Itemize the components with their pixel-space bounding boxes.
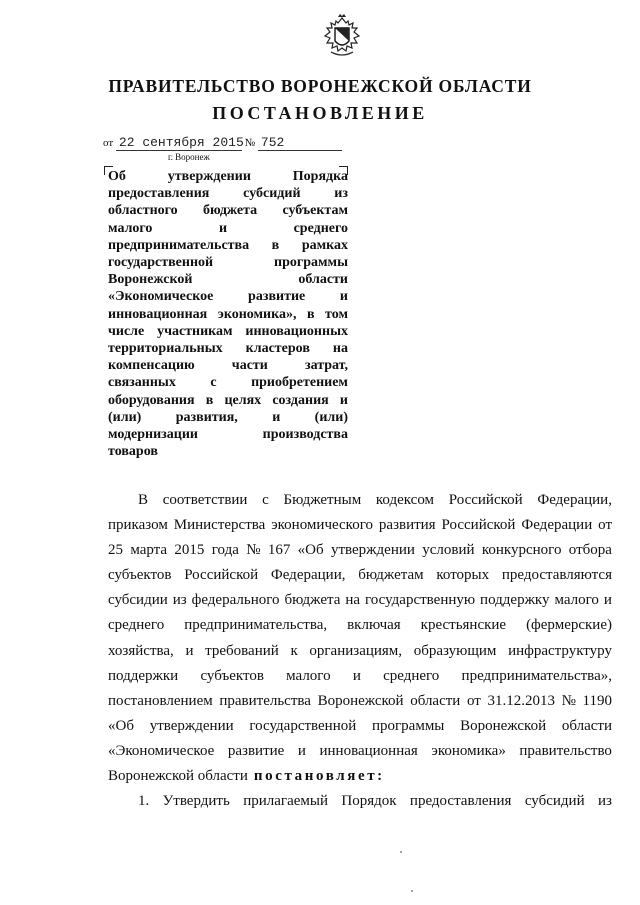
- word: утверждении: [149, 717, 234, 734]
- word: бюджета: [284, 592, 341, 609]
- word: развитие: [248, 289, 306, 305]
- word: инновационных: [245, 323, 348, 339]
- word: инновационная: [319, 742, 418, 759]
- word: Российской: [448, 492, 523, 508]
- word: №: [246, 542, 261, 559]
- word: на: [345, 592, 361, 609]
- word: целях: [224, 392, 262, 408]
- word: производства: [262, 427, 348, 443]
- word: от: [598, 517, 612, 534]
- word: образующим: [413, 642, 497, 659]
- word: области: [298, 272, 348, 288]
- word: экономика»,: [217, 306, 297, 322]
- word: Министерства: [173, 517, 266, 534]
- word: государственной: [249, 717, 357, 734]
- preamble-line: [108, 488, 612, 513]
- preamble-line: [108, 664, 612, 689]
- word: №: [561, 692, 576, 709]
- word: марта: [130, 542, 168, 559]
- word: бюджетам: [358, 567, 424, 584]
- word: государственную: [365, 592, 476, 609]
- word: Воронежской: [108, 272, 193, 288]
- word: малого: [108, 220, 153, 236]
- word: «Экономическое: [108, 742, 215, 759]
- word: года: [211, 542, 239, 559]
- word: Воронежской: [317, 692, 404, 709]
- word: затрат,: [304, 358, 348, 374]
- word: 1.: [138, 793, 150, 810]
- word: утверждении: [167, 169, 251, 184]
- title-line: [108, 168, 348, 185]
- title-line: [108, 306, 348, 323]
- word: модернизации: [108, 427, 198, 443]
- government-name: ПРАВИТЕЛЬСТВО ВОРОНЕЖСКОЙ ОБЛАСТИ: [108, 76, 532, 96]
- word: участникам: [157, 323, 233, 339]
- word: предпринимательства»,: [461, 667, 612, 684]
- word: программы: [371, 717, 445, 734]
- word: прилагаемый: [243, 793, 328, 810]
- word: Бюджетным: [283, 492, 362, 508]
- word: 25: [108, 542, 123, 559]
- preamble-lines: [108, 488, 612, 764]
- word: среднего: [293, 220, 348, 236]
- word: 31.12.2013: [487, 692, 555, 709]
- word: (фермерские): [526, 617, 612, 634]
- word: Воронежской: [460, 717, 547, 734]
- word: предпринимательства: [108, 237, 250, 253]
- preamble-line: [108, 513, 612, 538]
- word: развитие: [227, 742, 285, 759]
- word: поддержки: [108, 667, 179, 684]
- word: предоставления: [409, 793, 512, 810]
- issue-city: г. Воронеж: [168, 152, 210, 162]
- word: малого: [554, 592, 599, 609]
- word: с: [262, 492, 269, 508]
- word: организациям,: [309, 642, 403, 659]
- word: из: [334, 186, 348, 202]
- title-line: [108, 271, 348, 288]
- number-label: №: [244, 137, 256, 149]
- word: «Об: [297, 542, 324, 559]
- word: и: [218, 220, 228, 236]
- word: из: [172, 592, 187, 609]
- word: правительства: [219, 692, 311, 709]
- preamble-line: [108, 588, 612, 613]
- word: кластеров: [245, 341, 310, 357]
- preamble-line: [108, 714, 612, 739]
- word: постановлением: [108, 692, 213, 709]
- title-line: [108, 443, 348, 460]
- preamble-line: [108, 538, 612, 563]
- word: субъектам: [282, 203, 348, 219]
- word: компенсацию: [108, 358, 195, 374]
- title-line: [108, 426, 348, 443]
- word: субъектов: [200, 667, 264, 684]
- title-line: [108, 202, 348, 219]
- word: развития: [378, 517, 436, 534]
- word: субсидий: [243, 186, 301, 202]
- title-line: [108, 185, 348, 202]
- word: Утвердить: [162, 793, 230, 810]
- title-line: [108, 392, 348, 409]
- word: субсидии: [108, 592, 168, 609]
- word: и: [297, 742, 306, 759]
- word: правительство: [519, 742, 612, 759]
- preamble-line: [108, 563, 612, 588]
- word: областного: [108, 203, 178, 219]
- preamble-final-line: [108, 764, 612, 789]
- word: которых: [436, 567, 490, 584]
- word: (или): [108, 409, 142, 425]
- title-line: [108, 288, 348, 305]
- word: федерального: [191, 592, 280, 609]
- word: программы: [274, 255, 348, 271]
- title-line: [108, 340, 348, 357]
- word: предпринимательства,: [184, 617, 328, 634]
- word: из: [598, 793, 612, 810]
- word: В: [138, 492, 149, 508]
- word: субъектов: [108, 567, 172, 584]
- word: «Об: [108, 717, 134, 734]
- word: предоставления: [108, 186, 210, 202]
- word: в: [306, 306, 315, 322]
- word: и: [339, 392, 348, 408]
- word: Российской: [184, 567, 259, 584]
- word: Российской: [441, 517, 516, 534]
- word: предоставляются: [501, 567, 612, 584]
- document-type: ПОСТАНОВЛЕНИЕ: [212, 103, 428, 123]
- word: Об: [108, 169, 126, 184]
- clause-1: [108, 789, 612, 814]
- word: кодексом: [375, 492, 435, 508]
- word: Федерации,: [270, 567, 346, 584]
- title-line: [108, 220, 348, 237]
- word: Федерации,: [537, 492, 612, 508]
- preamble-final-text: Воронежской области: [108, 768, 248, 785]
- registration-line: [103, 135, 342, 151]
- word: «Экономическое: [108, 289, 214, 305]
- word: к: [290, 642, 298, 659]
- word: поддержку: [480, 592, 550, 609]
- word: 1190: [582, 692, 612, 709]
- word: в: [271, 237, 280, 253]
- word: инфраструктуру: [508, 642, 612, 659]
- word: части: [231, 358, 268, 374]
- word: хозяйства,: [108, 642, 174, 659]
- word: на: [332, 341, 348, 357]
- word: 167: [267, 542, 291, 559]
- word: малого: [286, 667, 331, 684]
- title-line: [108, 323, 348, 340]
- scan-speck: [400, 851, 402, 853]
- word: экономика»: [431, 742, 506, 759]
- decree-date: 22 сентября 2015: [116, 135, 242, 151]
- scan-speck: [411, 890, 413, 892]
- word: среднего: [383, 667, 440, 684]
- word: от: [466, 692, 481, 709]
- word: том: [325, 306, 348, 322]
- decree-title: [108, 168, 348, 460]
- resolves-word: постановляет:: [253, 768, 385, 785]
- from-label: от: [103, 137, 114, 149]
- title-line: [108, 254, 348, 271]
- word: включая: [347, 617, 401, 634]
- word: среднего: [108, 617, 165, 634]
- word: развития,: [175, 409, 238, 425]
- word: экономического: [271, 517, 373, 534]
- word: и: [272, 409, 281, 425]
- coat-of-arms-icon: [321, 14, 363, 60]
- word: субсидий: [524, 793, 585, 810]
- preamble-line: [108, 613, 612, 638]
- word: и: [603, 592, 612, 609]
- word: требований: [205, 642, 279, 659]
- word: в: [205, 392, 214, 408]
- word: государственной: [108, 255, 214, 271]
- preamble-line: [108, 689, 612, 714]
- word: инновационная: [108, 306, 208, 322]
- title-line: [108, 357, 348, 374]
- word: отбора: [568, 542, 612, 559]
- word: Порядка: [292, 169, 348, 184]
- word: числе: [108, 323, 145, 339]
- word: приказом: [108, 517, 168, 534]
- word: товаров: [108, 444, 158, 460]
- word: (или): [314, 409, 348, 425]
- word: и: [339, 289, 348, 305]
- word: приобретением: [251, 375, 348, 391]
- preamble-line: [108, 639, 612, 664]
- word: конкурсного: [481, 542, 562, 559]
- word: и: [185, 642, 194, 659]
- word: 2015: [174, 542, 205, 559]
- title-line: [108, 237, 348, 254]
- word: рамках: [301, 237, 348, 253]
- preamble: [108, 488, 612, 814]
- word: утверждении: [330, 542, 415, 559]
- word: и: [352, 667, 361, 684]
- word: области: [561, 717, 612, 734]
- word: создания: [272, 392, 329, 408]
- preamble-line: [108, 739, 612, 764]
- word: Федерации: [521, 517, 593, 534]
- decree-number: 752: [258, 135, 342, 151]
- word: Порядок: [341, 793, 397, 810]
- word: крестьянские: [420, 617, 507, 634]
- word: условий: [422, 542, 475, 559]
- word: с: [210, 375, 217, 391]
- word: области: [410, 692, 461, 709]
- word: связанных: [108, 375, 176, 391]
- word: соответствии: [162, 492, 248, 508]
- title-line: [108, 374, 348, 391]
- word: бюджета: [202, 203, 258, 219]
- title-line: [108, 409, 348, 426]
- word: оборудования: [108, 392, 195, 408]
- word: территориальных: [108, 341, 223, 357]
